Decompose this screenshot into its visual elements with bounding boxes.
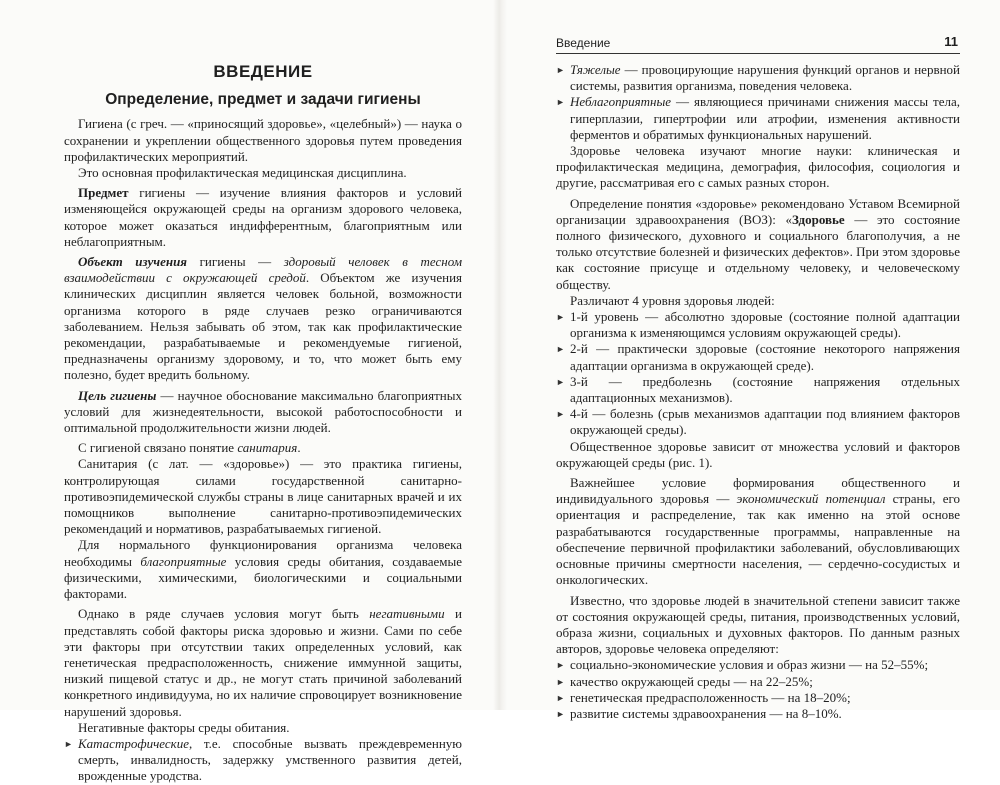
- list-item-text: развитие системы здравоохранения — на 8–10%.: [570, 705, 842, 721]
- list-item: [556, 406, 960, 438]
- list-item-text: 4-й — болезнь (срыв механизмов адаптации под влиянием факторов окружающей среды).: [570, 406, 960, 438]
- list-item: [556, 674, 960, 690]
- book-gutter: [493, 0, 507, 710]
- list-item: [556, 690, 960, 706]
- paragraph-text: гигиены —: [187, 254, 284, 270]
- term: Здоровье: [791, 211, 845, 227]
- health-levels-list: [556, 309, 960, 439]
- paragraph-text: — это состояние полного физического, духовного и социального благополучия, а не только отсутствие болезней и физических дефектов». При этом здоровье как состояние присуще и отдельному человеку, и человеческому обществу.: [556, 211, 960, 292]
- emphasis: Катастрофические: [78, 735, 189, 751]
- list-item-text: , т.е. способные вызвать преждевременную смерть, инвалидность, задержку умственного развития детей, врожденные уродства.: [78, 735, 462, 784]
- triangle-bullet-icon: ►: [556, 65, 565, 75]
- list-item: [556, 309, 960, 341]
- section-heading: Определение, предмет и задачи гигиены: [105, 91, 421, 109]
- paragraph-text: С гигиеной связано понятие: [78, 440, 238, 456]
- emphasis: Неблагоприятные: [570, 94, 672, 110]
- triangle-bullet-icon: ►: [556, 409, 565, 420]
- triangle-bullet-icon: ►: [556, 344, 565, 355]
- paragraph: [556, 196, 960, 293]
- emphasis: благоприятные: [140, 553, 227, 569]
- emphasis: экономический потенциал: [736, 491, 886, 507]
- paragraph-text: и представлять собой факторы риска здоровью и жизни. Сами по себе эти факторы при отсутствии таких определенных условий, как генетическая предрасположенность, снижение иммунной защиты, низкий пищевой статус и др., не могут стать причиной заболеваний конкретного индивидуума, но их наличие спровоцирует возникновение нарушений здоровья.: [64, 606, 462, 719]
- term: Предмет: [78, 185, 129, 201]
- paragraph: [64, 606, 462, 719]
- triangle-bullet-icon: ►: [556, 692, 565, 703]
- paragraph: Различают 4 уровня здоровья людей:: [570, 292, 775, 308]
- chapter-heading: ВВЕДЕНИЕ: [213, 62, 313, 81]
- list-item: [556, 62, 960, 94]
- paragraph-text: Важнейшее условие формирования общественного и индивидуального здоровья —: [556, 475, 960, 507]
- emphasis: негативными: [369, 606, 445, 622]
- emphasis: здоровый человек в тесном взаимодействии с окружающей средой: [64, 254, 463, 286]
- triangle-bullet-icon: ►: [556, 312, 565, 323]
- paragraph: [64, 185, 462, 250]
- paragraph: [64, 388, 462, 437]
- list-item-text: 1-й уровень — абсолютно здоровые (состояние полной адаптации организма к изменяющимся условиям окружающей среды).: [570, 309, 960, 341]
- list-item: [556, 94, 960, 143]
- paragraph: [64, 254, 462, 384]
- bullet-list: [556, 62, 960, 143]
- paragraph: Санитария (с лат. — «здоровье») — это практика гигиены, контролирующая силами государственной санитарно-противоэпидемической службы страны в лице санитарных врачей и их помощников выполнение санитарно-противоэпидемических рекомендаций и нормативов, разрабатываемых гигиеной.: [64, 456, 462, 537]
- triangle-bullet-icon: ►: [64, 738, 73, 749]
- list-item-text: 2-й — практически здоровые (состояние некоторого напряжения адаптации организма в окружающей среде).: [570, 341, 960, 373]
- right-page: [556, 0, 961, 721]
- triangle-bullet-icon: ►: [556, 97, 565, 108]
- list-item-text: — являющиеся причинами снижения массы тела, гиперплазии, гипертрофии или атрофии, изменения активности ферментов и обратимых функциональных нарушений.: [570, 94, 960, 142]
- list-item: [556, 374, 960, 406]
- term: Цель гигиены: [78, 387, 157, 403]
- paragraph: [64, 537, 462, 602]
- triangle-bullet-icon: ►: [556, 708, 565, 719]
- running-title: Введение: [556, 36, 611, 50]
- left-page: [64, 0, 463, 784]
- list-item: [556, 706, 960, 722]
- paragraph-text: страны, его ориентация и распределение, так как именно на этой основе разрабатываются государственные программы, направленные на обеспечение первичной профилактики заболеваний, обусловливающих основные причины смертности населения, — сердечно-сосудистых и онкологических.: [556, 491, 961, 588]
- paragraph: Негативные факторы среды обитания.: [78, 719, 290, 735]
- paragraph-text: Для нормального функционирования организма человека необходимы: [64, 537, 462, 569]
- term: Объект изучения: [78, 254, 187, 270]
- bullet-list: [64, 736, 462, 785]
- paragraph: Гигиена (с греч. — «приносящий здоровье», «целебный») — наука о сохранении и укреплении общественного здоровья путем проведения профилактических мероприятий.: [64, 116, 462, 164]
- list-item-text: социально-экономические условия и образ жизни — на 52–55%;: [570, 657, 929, 673]
- paragraph: [556, 475, 960, 588]
- health-determinants-list: [556, 657, 960, 722]
- paragraph: Это основная профилактическая медицинская дисциплина.: [78, 165, 407, 181]
- list-item-text: — провоцирующие нарушения функций органов и нервной системы, развития организма, поведения человека.: [570, 62, 960, 94]
- paragraph-text: гигиены — изучение влияния факторов и условий изменяющейся окружающей среды на организм здорового человека, которое может оказаться индифферентным, благоприятным или неблагоприятным.: [64, 185, 462, 249]
- paragraph: Известно, что здоровье людей в значительной степени зависит также от состояния окружающей среды, питания, производственных условий, образа жизни, социальных и духовных факторов. По данным разных авторов, здоровье человека определяют:: [556, 592, 960, 657]
- list-item-text: 3-й — предболезнь (состояние напряжения отдельных адаптационных механизмов).: [570, 373, 960, 406]
- list-item-text: генетическая предрасположенность — на 18–20%;: [570, 689, 851, 705]
- paragraph: Здоровье человека изучают многие науки: клиническая и профилактическая медицина, демография, философия, социология и другие, рассматривая его с самых разных сторон.: [556, 143, 960, 191]
- triangle-bullet-icon: ►: [556, 376, 565, 387]
- triangle-bullet-icon: ►: [556, 660, 565, 671]
- paragraph-text: . Объектом же изучения клинических дисциплин является человек больной, возможности организма которого в ряде случаев резко ограничиваются заболеванием. Нельзя забывать об этом, так как профилактические рекомендации, разрабатываемые и рекомендуемые гигиеной, предназначены организму здоровому, и то, что может быть ему полезно, будет вредить больному.: [64, 270, 463, 383]
- paragraph-text: .: [297, 440, 301, 456]
- paragraph-text: условия среды обитания, создаваемые физическими, химическими, биологическими и социальными факторами.: [64, 553, 462, 602]
- triangle-bullet-icon: ►: [556, 676, 565, 687]
- list-item: [556, 341, 960, 373]
- paragraph-text: — научное обоснование максимально благоприятных условий для жизнедеятельности, высокой работоспособности и оптимальной продолжительности жизни людей.: [64, 387, 462, 436]
- paragraph: [64, 440, 462, 456]
- paragraph: Общественное здоровье зависит от множества условий и факторов окружающей среды (рис. 1).: [556, 438, 960, 470]
- list-item: [556, 657, 960, 673]
- page-number: 11: [944, 34, 958, 49]
- paragraph-text: Определение понятия «здоровье» рекомендовано Уставом Всемирной организации здравоохранения (ВОЗ): «: [556, 195, 960, 227]
- list-item-text: качество окружающей среды — на 22–25%;: [570, 673, 813, 689]
- emphasis: санитария: [237, 440, 298, 456]
- emphasis: Тяжелые: [570, 62, 621, 77]
- paragraph-text: Однако в ряде случаев условия могут быть: [78, 606, 370, 622]
- list-item: [64, 736, 462, 785]
